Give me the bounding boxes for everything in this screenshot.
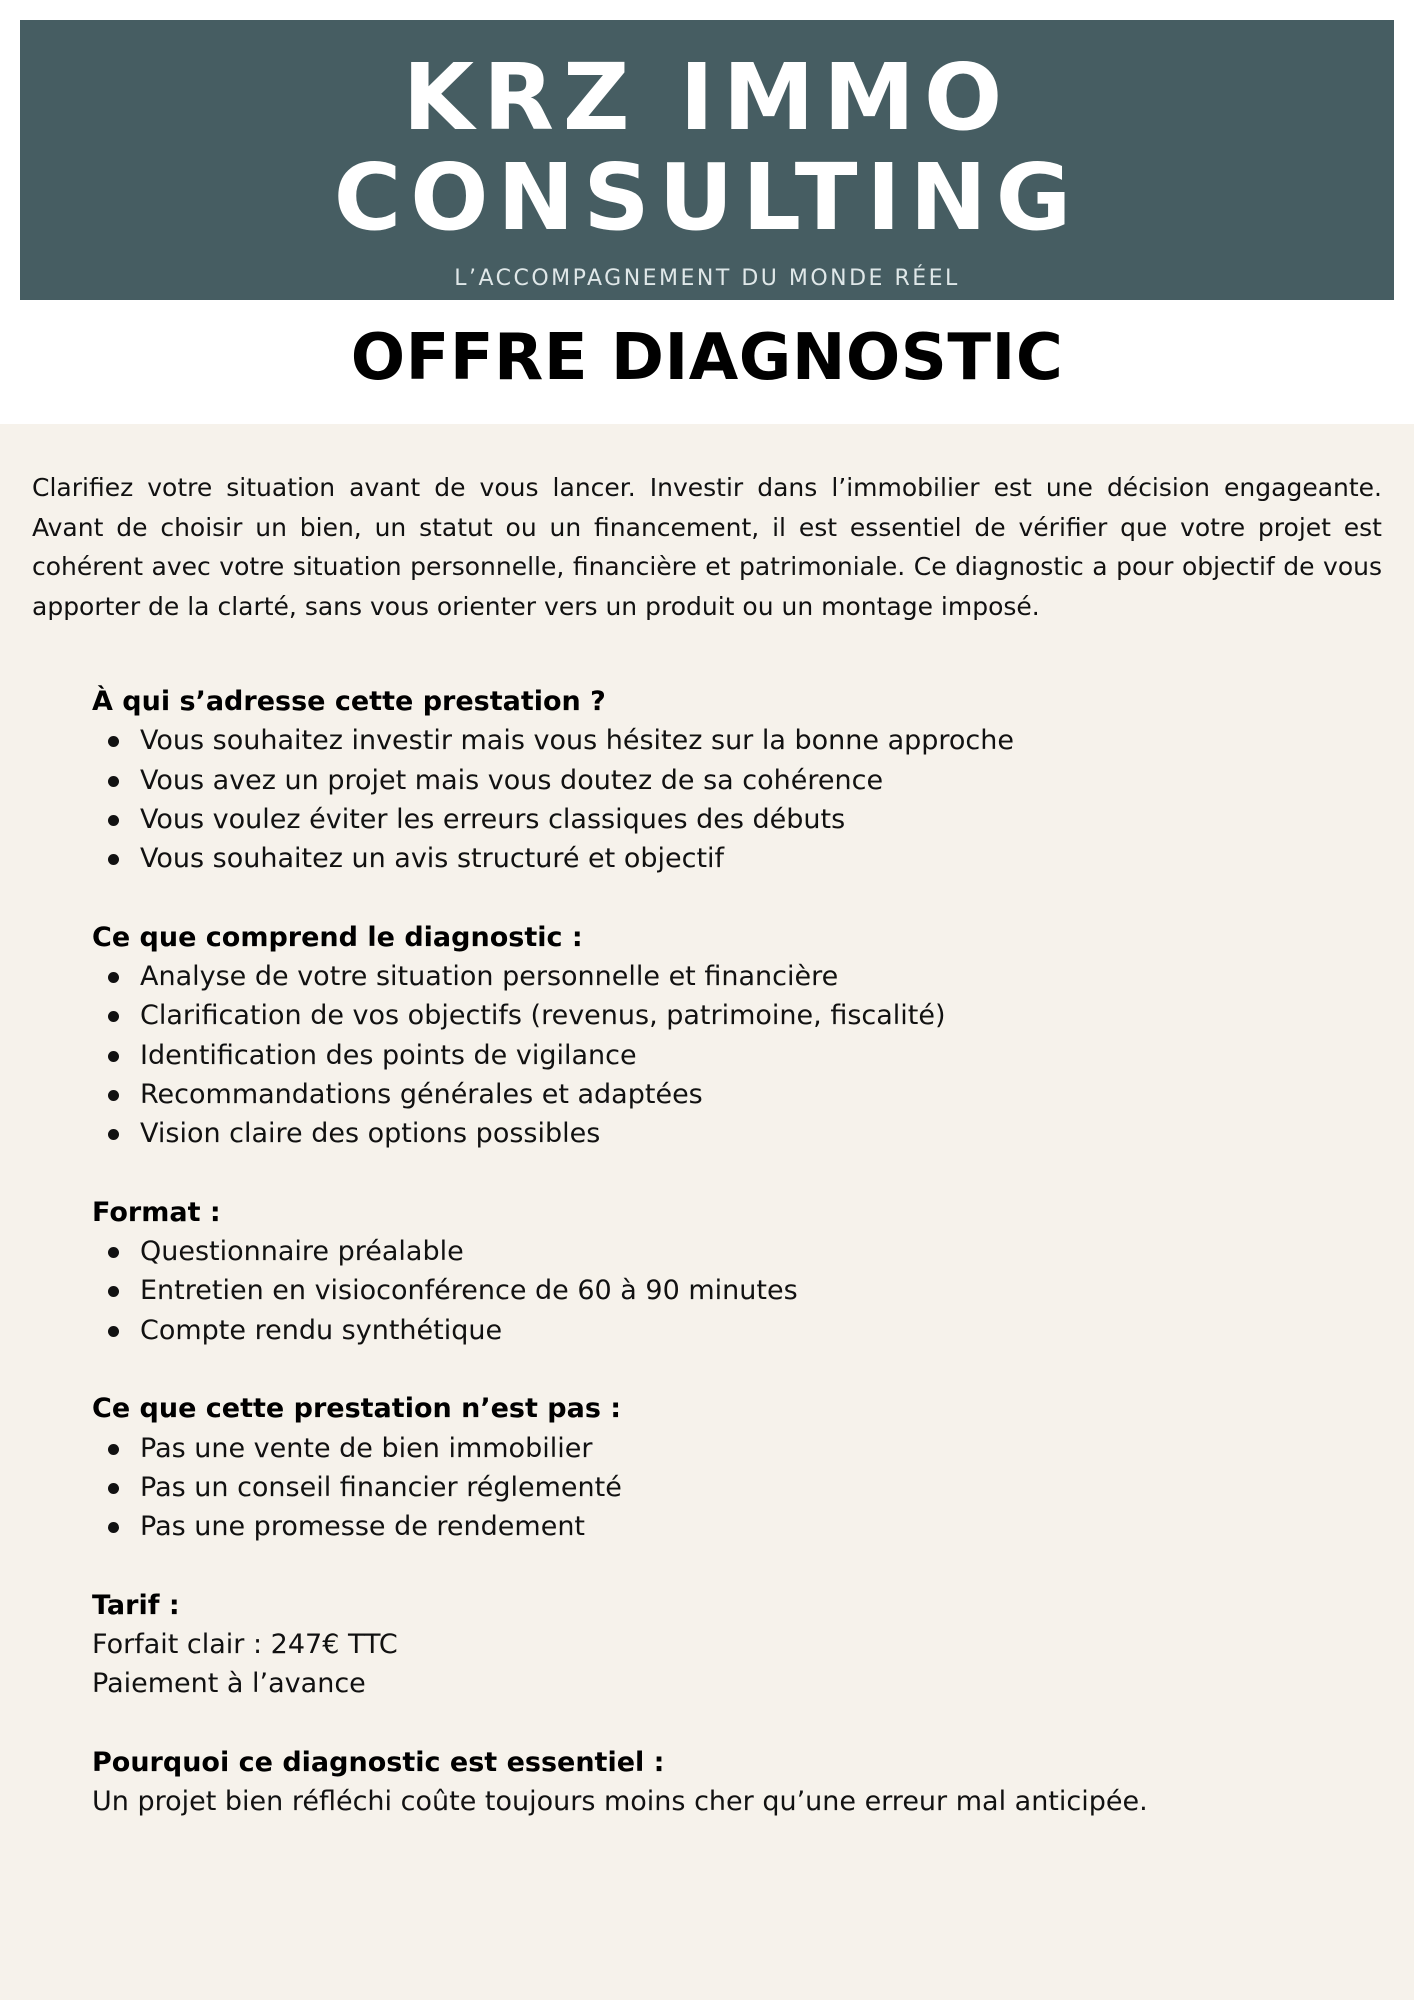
section-heading: À qui s’adresse cette prestation ? bbox=[92, 686, 606, 717]
list-item bbox=[92, 1507, 1342, 1546]
list-item bbox=[92, 1232, 1342, 1271]
list-item-text: Clarification de vos objectifs (revenus, patrimoine, fiscalité) bbox=[140, 1000, 946, 1032]
bullet-icon bbox=[108, 1090, 119, 1101]
bullet-icon bbox=[108, 1129, 119, 1140]
list-item bbox=[92, 1036, 1342, 1075]
bullet-list bbox=[92, 721, 1342, 878]
brand-name-line-1: KRZ IMMO bbox=[402, 44, 1012, 151]
bullet-icon bbox=[108, 736, 119, 747]
list-item bbox=[92, 1311, 1342, 1350]
price-text: Forfait clair : 247€ TTC bbox=[92, 1629, 398, 1661]
list-item bbox=[92, 839, 1342, 878]
section-heading: Pourquoi ce diagnostic est essentiel : bbox=[92, 1747, 665, 1779]
closing-statement: Un projet bien réfléchi coûte toujours moins cher qu’une erreur mal anticipée. bbox=[92, 1786, 1148, 1818]
list-item-text: Pas une promesse de rendement bbox=[140, 1511, 586, 1543]
intro-paragraph: Clarifiez votre situation avant de vous lancer. Investir dans l’immobilier est une décision engageante. Avant de choisir un bien, un statut ou un financement, il est essentiel de vérifier que votre projet est cohérent avec votre situation personnelle, financière et patrimoniale. Ce diagnostic a pour objectif de vous apporter de la clarté, sans vous orienter vers un produit ou un montage imposé. bbox=[32, 473, 1382, 621]
section-why bbox=[92, 1743, 1342, 1822]
list-item bbox=[92, 996, 1342, 1035]
bullet-icon bbox=[108, 972, 119, 983]
bullet-icon bbox=[108, 1326, 119, 1337]
list-item bbox=[92, 1271, 1342, 1310]
bullet-icon bbox=[108, 1247, 119, 1258]
bullet-list bbox=[92, 957, 1342, 1153]
section-heading: Format : bbox=[92, 1196, 221, 1228]
bullet-list bbox=[92, 1232, 1342, 1350]
offer-title: OFFRE DIAGNOSTIC bbox=[350, 321, 1064, 395]
header-banner bbox=[20, 20, 1394, 300]
section-format bbox=[92, 1193, 1342, 1350]
list-item-text: Vous voulez éviter les erreurs classiques des débuts bbox=[140, 803, 846, 835]
section-heading: Ce que cette prestation n’est pas : bbox=[92, 1393, 622, 1425]
list-item bbox=[92, 721, 1342, 760]
section-pricing bbox=[92, 1586, 1342, 1704]
bullet-icon bbox=[108, 776, 119, 787]
list-item-text: Analyse de votre situation personnelle et financière bbox=[140, 961, 839, 993]
list-item-text: Compte rendu synthétique bbox=[140, 1314, 503, 1346]
bullet-icon bbox=[108, 854, 119, 865]
offer-details bbox=[92, 682, 1342, 1861]
bullet-icon bbox=[108, 1444, 119, 1455]
list-item bbox=[92, 1429, 1342, 1468]
list-item bbox=[92, 957, 1342, 996]
list-item bbox=[92, 1075, 1342, 1114]
bullet-icon bbox=[108, 1483, 119, 1494]
bullet-icon bbox=[108, 1011, 119, 1022]
list-item bbox=[92, 1114, 1342, 1153]
list-item-text: Entretien en visioconférence de 60 à 90 minutes bbox=[140, 1275, 798, 1307]
content-panel bbox=[0, 424, 1414, 2000]
brand-tagline: L’ACCOMPAGNEMENT DU MONDE RÉEL bbox=[454, 266, 960, 291]
list-item bbox=[92, 761, 1342, 800]
list-item-text: Recommandations générales et adaptées bbox=[140, 1078, 703, 1110]
list-item bbox=[92, 800, 1342, 839]
bullet-icon bbox=[108, 1286, 119, 1297]
section-heading: Ce que comprend le diagnostic : bbox=[92, 921, 583, 953]
payment-terms-text: Paiement à l’avance bbox=[92, 1668, 366, 1700]
bullet-list bbox=[92, 1429, 1342, 1547]
list-item-text: Identification des points de vigilance bbox=[140, 1039, 637, 1071]
list-item-text: Pas une vente de bien immobilier bbox=[140, 1432, 593, 1464]
bullet-icon bbox=[108, 815, 119, 826]
section-includes bbox=[92, 918, 1342, 1154]
list-item-text: Questionnaire préalable bbox=[140, 1236, 464, 1268]
list-item-text: Vous souhaitez investir mais vous hésitez sur la bonne approche bbox=[140, 725, 1014, 757]
section-audience bbox=[92, 682, 1342, 878]
bullet-icon bbox=[108, 1051, 119, 1062]
list-item-text: Vous avez un projet mais vous doutez de sa cohérence bbox=[140, 764, 884, 796]
list-item-text: Vision claire des options possibles bbox=[140, 1118, 601, 1150]
section-heading: Tarif : bbox=[92, 1589, 180, 1621]
section-not-included bbox=[92, 1389, 1342, 1546]
bullet-icon bbox=[108, 1522, 119, 1533]
brand-name-line-2: CONSULTING bbox=[333, 144, 1081, 251]
list-item-text: Pas un conseil financier réglementé bbox=[140, 1471, 622, 1503]
list-item-text: Vous souhaitez un avis structuré et objectif bbox=[140, 843, 725, 875]
list-item bbox=[92, 1468, 1342, 1507]
